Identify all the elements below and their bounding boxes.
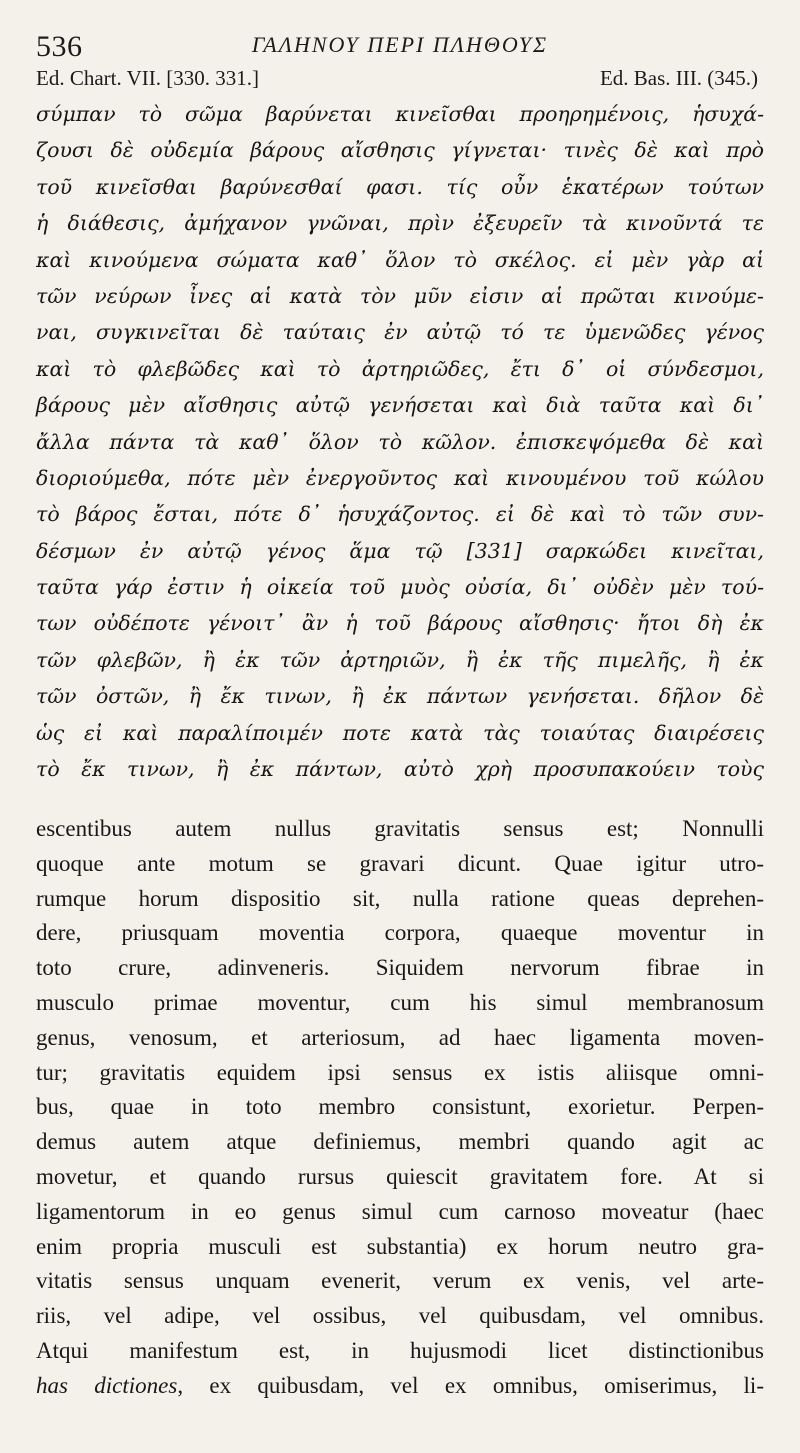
latin-line: bus, quae in toto membro consistunt, exorietur. Perpen- xyxy=(36,1094,764,1120)
latin-line: toto crure, adinveneris. Siquidem nervorum fibrae in xyxy=(36,955,764,981)
latin-line-last xyxy=(36,1369,764,1404)
page-number: 536 xyxy=(36,30,83,63)
greek-line: καὶ κινούμενα σώματα καθ᾽ ὅλον τὸ σκέλος. εἰ μὲν γὰρ αἱ xyxy=(36,247,764,272)
edition-references xyxy=(36,66,764,94)
latin-line: quoque ante motum se gravari dicunt. Quae igitur utro- xyxy=(36,850,764,876)
edition-reference-chartier: Ed. Chart. VII. [330. 331.] xyxy=(36,66,259,90)
latin-line: genus, venosum, et arteriosum, ad haec ligamenta moven- xyxy=(36,1024,764,1050)
greek-line: διοριούμεθα, πότε μὲν ἐνεργοῦντος καὶ κινουμένου τοῦ κώλου xyxy=(36,465,764,490)
latin-line-rest: , ex quibusdam, vel ex omnibus, omiserimus, li- xyxy=(177,1372,764,1398)
latin-line: demus autem atque definiemus, membri quando agit ac xyxy=(36,1129,764,1155)
greek-line: τῶν ὀστῶν, ἢ ἔκ τινων, ἢ ἐκ πάντων γενήσεται. δῆλον δὲ xyxy=(36,684,764,709)
latin-line: ligamentorum in eo genus simul cum carnoso moveatur (haec xyxy=(36,1198,764,1224)
latin-line: musculo primae moventur, cum his simul membranosum xyxy=(36,989,764,1015)
greek-line: ὡς εἰ καὶ παραλίποιμέν ποτε κατὰ τὰς τοιαύτας διαιρέσεις xyxy=(36,720,764,745)
latin-line: vitatis sensus unquam evenerit, verum ex venis, vel arte- xyxy=(36,1268,764,1294)
greek-line: βάρους μὲν αἴσθησις αὐτῷ γενήσεται καὶ διὰ ταῦτα καὶ δι᾽ xyxy=(36,393,764,418)
greek-line: καὶ τὸ φλεβῶδες καὶ τὸ ἀρτηριῶδες, ἔτι δ᾽ οἱ σύνδεσμοι, xyxy=(36,356,764,381)
latin-text-block xyxy=(36,812,764,1404)
latin-line: Atqui manifestum est, in hujusmodi licet distinctionibus xyxy=(36,1337,764,1363)
greek-line: τῶν φλεβῶν, ἢ ἐκ τῶν ἀρτηριῶν, ἢ ἐκ τῆς πιμελῆς, ἢ ἐκ xyxy=(36,647,764,672)
latin-line: escentibus autem nullus gravitatis sensus est; Nonnulli xyxy=(36,816,764,841)
greek-line: δέσμων ἐν αὐτῷ γένος ἅμα τῷ [331] σαρκώδει κινεῖται, xyxy=(36,538,764,563)
latin-line: rumque horum dispositio sit, nulla ratione queas deprehen- xyxy=(36,885,764,911)
greek-line: τὸ βάρος ἔσται, πότε δ᾽ ἡσυχάζοντος. εἰ δὲ καὶ τὸ τῶν συν- xyxy=(36,502,764,527)
running-title: ΓΑΛΗΝΟΥ ΠΕΡΙ ΠΛΗΘΟΥΣ xyxy=(251,32,549,57)
greek-line: ἄλλα πάντα τὰ καθ᾽ ὅλον τὸ κῶλον. ἐπισκεψόμεθα δὲ καὶ xyxy=(36,429,764,454)
greek-line: σύμπαν τὸ σῶμα βαρύνεται κινεῖσθαι προηρημένοις, ἡσυχά- xyxy=(36,102,764,126)
greek-text-block xyxy=(36,96,764,787)
latin-line: enim propria musculi est substantia) ex horum neutro gra- xyxy=(36,1233,764,1259)
greek-line: των οὐδέποτε γένοιτ᾽ ἂν ἡ τοῦ βάρους αἴσθησις· ἤτοι δὴ ἐκ xyxy=(36,611,764,636)
page-header xyxy=(36,20,764,66)
latin-line: dere, priusquam moventia corpora, quaeque moventur in xyxy=(36,920,764,946)
latin-line: movetur, et quando rursus quiescit gravitatem fore. At si xyxy=(36,1163,764,1189)
latin-line: riis, vel adipe, vel ossibus, vel quibusdam, vel omnibus. xyxy=(36,1303,764,1329)
greek-line: ναι, συγκινεῖται δὲ ταύταις ἐν αὐτῷ τό τε ὑμενῶδες γένος xyxy=(36,320,764,345)
edition-reference-basel: Ed. Bas. III. (345.) xyxy=(599,66,758,90)
greek-line: τὸ ἔκ τινων, ἢ ἐκ πάντων, αὐτὸ χρὴ προσυπακούειν τοὺς xyxy=(36,757,764,782)
greek-line: ταῦτα γάρ ἐστιν ἡ οἰκεία τοῦ μυὸς οὐσία, δι᾽ οὐδὲν μὲν τού- xyxy=(36,575,764,600)
greek-line: ζουσι δὲ οὐδεμία βάρους αἴσθησις γίγνεται· τινὲς δὲ καὶ πρὸ xyxy=(36,138,764,163)
italic-phrase: has dictiones xyxy=(36,1372,178,1398)
greek-line: τῶν νεύρων ἶνες αἱ κατὰ τὸν μῦν εἰσιν αἱ πρῶται κινούμε- xyxy=(36,283,764,308)
greek-line: τοῦ κινεῖσθαι βαρύνεσθαί φασι. τίς οὖν ἑκατέρων τούτων xyxy=(36,174,764,199)
latin-line: tur; gravitatis equidem ipsi sensus ex istis aliisque omni- xyxy=(36,1059,764,1085)
greek-line: ἡ διάθεσις, ἀμήχανον γνῶναι, πρὶν ἐξευρεῖν τὰ κινοῦντά τε xyxy=(36,211,764,236)
